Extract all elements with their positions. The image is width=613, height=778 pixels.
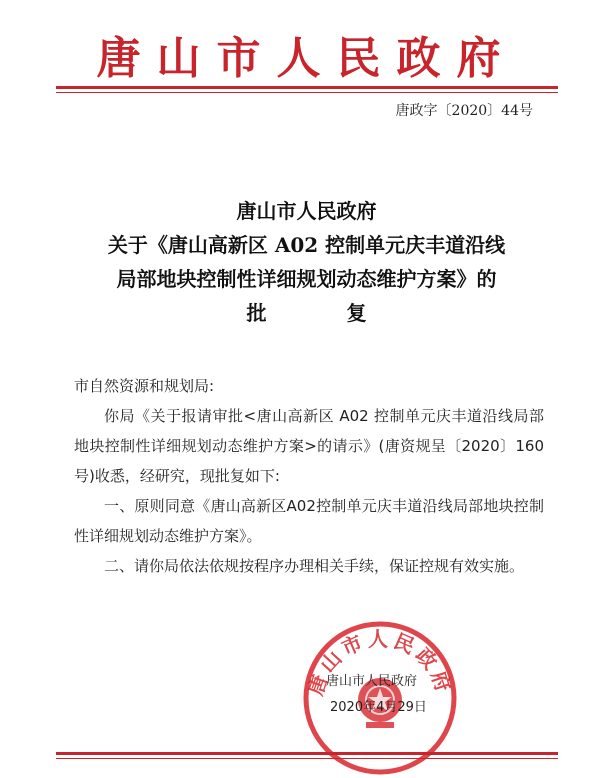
signature-date: 2020年4月29日	[330, 700, 427, 715]
title-line-2: 关于《唐山高新区 A02 控制单元庆丰道沿线	[107, 233, 506, 257]
footer-rule-thin	[56, 758, 558, 759]
title-line-1: 唐山市人民政府	[236, 199, 377, 223]
seal-text: 唐山市人民政府	[303, 627, 457, 699]
document-title	[0, 194, 613, 330]
letterhead-rule-thin	[56, 92, 558, 93]
signature-organization: 唐山市人民政府	[326, 674, 418, 689]
document-number: 唐政字〔2020〕44号	[395, 103, 533, 119]
letterhead-title: 唐山市人民政府	[96, 33, 517, 84]
footer-rule-thick	[56, 752, 558, 755]
letterhead-rule-thick	[56, 86, 558, 89]
title-line-3: 局部地块控制性详细规划动态维护方案》的	[116, 267, 497, 291]
body-paragraph-3: 二、请你局依法依规按程序办理相关手续，保证控规有效实施。	[104, 557, 525, 575]
title-line-4: 批 复	[246, 301, 397, 325]
body-paragraph-1: 你局《关于报请审批<唐山高新区 A02 控制单元庆丰道沿线局部地块控制性详细规划动态维护方案>的请示》(唐资规呈〔2020〕160 号)收悉，经研究，现批复如下:	[74, 407, 544, 485]
recipient-line: 市自然资源和规划局:	[74, 377, 215, 395]
body-paragraph-2: 一、原则同意《唐山高新区A02控制单元庆丰道沿线局部地块控制性详细规划动态维护方案》。	[74, 497, 544, 545]
document-body	[74, 371, 544, 581]
